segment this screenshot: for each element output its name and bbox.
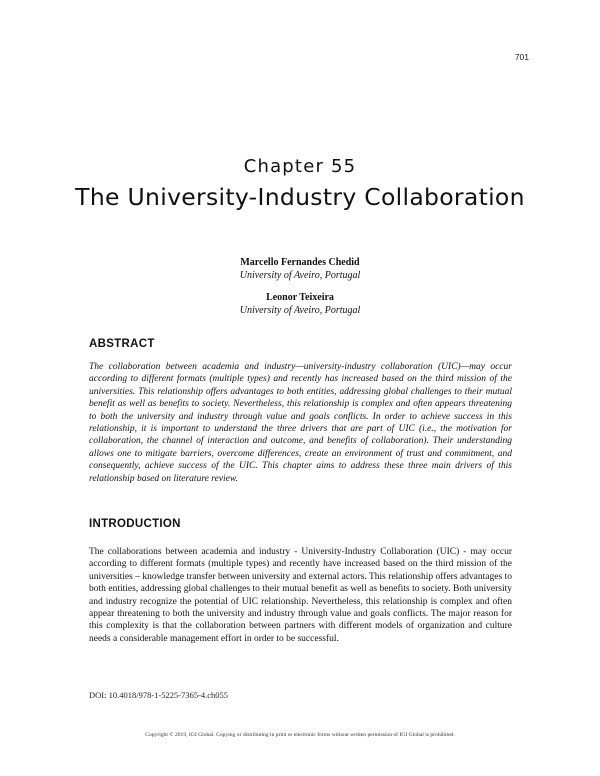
author-block — [0, 291, 600, 317]
page-number: 701 — [514, 52, 529, 62]
introduction-heading: INTRODUCTION — [89, 518, 181, 530]
chapter-label: Chapter 55 — [243, 156, 357, 177]
abstract-heading: ABSTRACT — [89, 338, 155, 350]
chapter-title: The University-Industry Collaboration — [75, 183, 525, 211]
introduction-text: The collaborations between academia and industry - University-Industry Collaboration (UIC) - may occur according to different formats (multiple types) and recently have increased based on the third mission of the universities – knowledge transfer between university and external actors. This relationship offers advantages to both entities, addressing global challenges to their mutual benefit as well as benefits to society. Both university and industry recognize the potential of UIC relationship. Nevertheless, this relationship is complex and often appear threatening to both the university and industry through value and goals conflicts. The major reason for this complexity is that the collaboration between partners with different models of organization and culture needs a considerable management effort in order to be successful. — [89, 547, 512, 644]
author-name: Leonor Teixeira — [266, 292, 334, 303]
abstract-text: The collaboration between academia and industry—university-industry collaboration (UIC)—may occur according to different formats (multiple types) and recently has increased based on the third mission of the universities. This relationship offers advantages to both entities, addressing global challenges to their mutual benefit as well as benefits to society. Nevertheless, this relationship is complex and often appears threatening to both the university and industry through value and goals conflicts. In order to achieve success in this relationship, it is important to understand the three drivers that are part of UIC (i.e., the motivation for collaboration, the channel of interaction and outcome, and benefits of collaboration). Their understanding allows one to mitigate barriers, overcome differences, create an environment of trust and commitment, and consequently, achieve success of the UIC. This chapter aims to address these three main drivers of this relationship based on literature review. — [89, 362, 512, 484]
author-affiliation: University of Aveiro, Portugal — [239, 270, 361, 281]
author-affiliation: University of Aveiro, Portugal — [239, 305, 361, 316]
author-name: Marcello Fernandes Chedid — [240, 257, 360, 268]
copyright-notice: Copyright © 2019, IGI Global. Copying or distributing in print or electronic forms without written permission of IGI Global is prohibited. — [145, 732, 455, 738]
doi-line: DOI: 10.4018/978-1-5225-7365-4.ch055 — [89, 690, 229, 700]
author-block — [0, 256, 600, 282]
